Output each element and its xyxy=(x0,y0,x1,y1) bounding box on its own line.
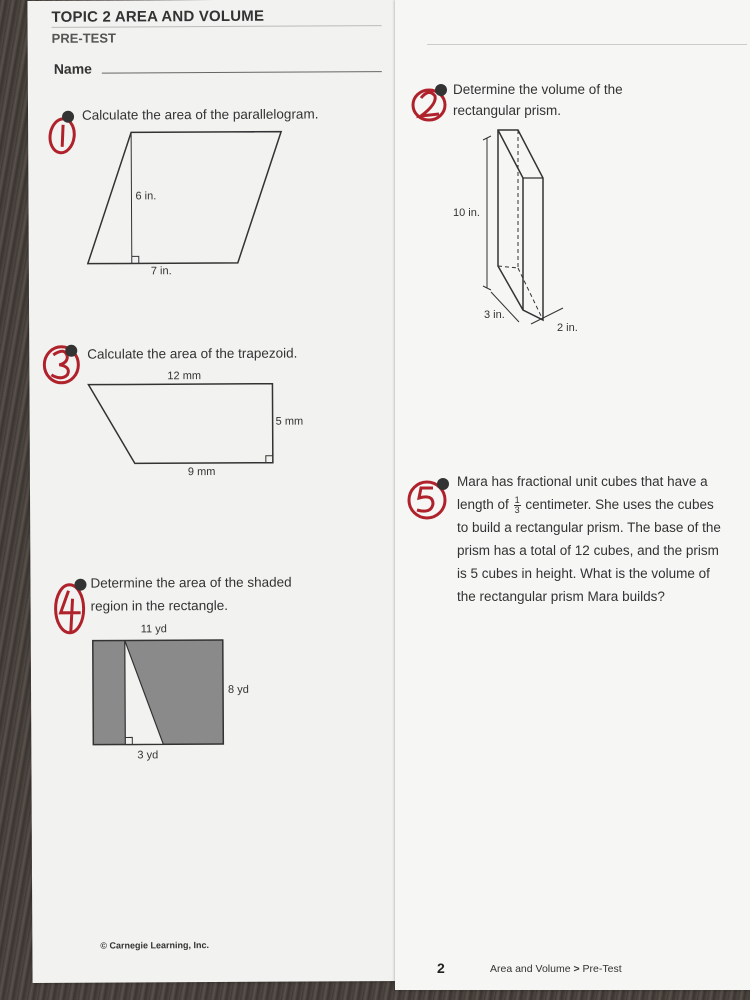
question-5-line-4: prism has a total of 12 cubes, and the prism xyxy=(457,543,719,558)
prism-height-label: 10 in. xyxy=(453,207,480,219)
question-5-text xyxy=(457,470,750,608)
parallelogram-height-label: 6 in. xyxy=(135,190,157,203)
footer-breadcrumb xyxy=(490,963,622,975)
circle-mark-icon xyxy=(409,84,451,124)
trapezoid-height-label: 5 mm xyxy=(275,415,304,428)
question-5-line-2: length of $\frac{1}{3}$ centimeter. She uses the cubes xyxy=(457,494,714,515)
header-rule xyxy=(427,44,747,45)
question-5-line-5: is 5 cubes in height. What is the volume of xyxy=(457,566,710,581)
parallelogram-base-label: 7 in. xyxy=(150,265,172,278)
parallelogram-figure xyxy=(83,130,294,281)
left-page xyxy=(27,0,402,983)
triangle-base-label: 3 yd xyxy=(137,749,159,762)
circle-mark-icon xyxy=(41,341,81,385)
question-4-text-line-2: region in the rectangle. xyxy=(90,597,228,614)
question-2-text-line-2: rectangular prism. xyxy=(453,103,562,118)
pretest-label: PRE-TEST xyxy=(51,30,116,46)
handwritten-number-4 xyxy=(52,577,90,637)
question-2-text-line-1: Determine the volume of the xyxy=(453,82,623,97)
question-3-text: Calculate the area of the trapezoid. xyxy=(87,345,298,362)
question-5-line-6: the rectangular prism Mara builds? xyxy=(457,589,665,604)
question-4-text-line-1: Determine the area of the shaded xyxy=(90,574,292,591)
topic-title: TOPIC 2 AREA AND VOLUME xyxy=(51,7,265,26)
footer-section: Area and Volume xyxy=(490,963,571,975)
circle-mark-icon xyxy=(46,113,78,155)
trapezoid-figure xyxy=(84,380,284,471)
handwritten-number-2 xyxy=(409,84,451,124)
name-label: Name xyxy=(53,60,92,77)
question-5-line-3: to build a rectangular prism. The base of the xyxy=(457,520,721,535)
footer-subsection: Pre-Test xyxy=(582,963,622,975)
circle-mark-icon xyxy=(52,577,90,637)
circle-mark-icon xyxy=(405,474,453,522)
question-5-line-1: Mara has fractional unit cubes that have a xyxy=(457,474,708,489)
trapezoid-top-label: 12 mm xyxy=(167,370,202,383)
chevron-right-icon: > xyxy=(573,963,580,975)
trapezoid-bottom-label: 9 mm xyxy=(187,465,216,479)
copyright-text: © Carnegie Learning, Inc. xyxy=(100,940,210,951)
right-page xyxy=(395,0,750,990)
handwritten-number-3 xyxy=(41,341,81,385)
prism-width-label: 3 in. xyxy=(484,309,505,321)
rectangular-prism-figure xyxy=(483,128,578,328)
fraction-one-third: $\frac{1}{3}$ xyxy=(514,494,520,515)
prism-depth-label: 2 in. xyxy=(557,322,578,334)
handwritten-number-1 xyxy=(46,113,78,155)
rectangle-height-label: 8 yd xyxy=(228,683,249,696)
question-1-text: Calculate the area of the parallelogram. xyxy=(81,106,319,123)
page-number: 2 xyxy=(437,960,445,976)
handwritten-number-5 xyxy=(405,474,453,522)
rectangle-width-label: 11 yd xyxy=(140,623,167,636)
name-field[interactable] xyxy=(102,71,382,73)
shaded-rectangle-figure xyxy=(91,638,227,749)
